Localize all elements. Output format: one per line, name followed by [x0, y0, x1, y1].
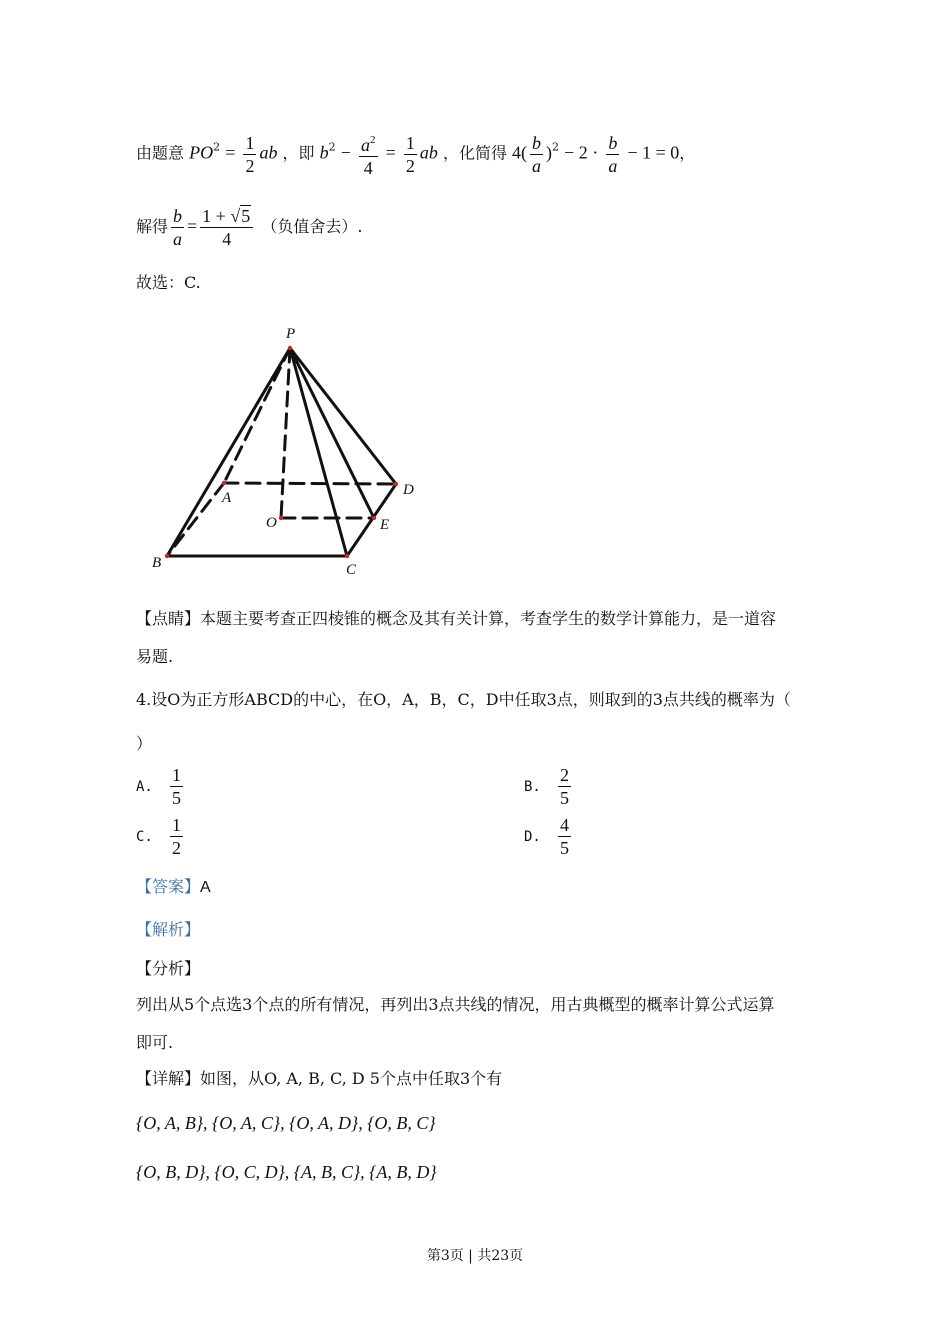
math-ab: ab	[259, 142, 278, 163]
math-rest2: − 1 = 0	[627, 142, 680, 163]
fraction-b-a-3: $\frac{b}{a}$	[173, 206, 183, 249]
math-eq2: =	[385, 142, 396, 163]
comment-line-1	[136, 609, 776, 629]
answer-value: A	[200, 879, 211, 896]
derivation-line-2	[136, 206, 362, 249]
edge-ab	[167, 483, 224, 556]
fraction-result: $\frac{1 + √5}{4}$	[200, 206, 253, 249]
option-d: D. $\frac{4}{5}$	[524, 815, 569, 858]
math-po: PO	[189, 142, 214, 163]
edge-pa	[224, 348, 290, 483]
fenxi-line-2: 即可.	[136, 1033, 174, 1052]
label-o: O	[266, 515, 277, 531]
point-a	[222, 481, 226, 485]
comment-line-2: 易题.	[136, 647, 174, 666]
fenxi-tag: 【分析】	[136, 959, 201, 978]
math-minus: −	[340, 142, 351, 163]
label-d: D	[403, 482, 414, 498]
analysis-tag: 【解析】	[136, 920, 201, 939]
edge-pe	[290, 348, 374, 518]
derivation-line-1	[136, 130, 695, 178]
math-eq: =	[225, 142, 236, 163]
comment-text-1: 本题主要考查正四棱锥的概念及其有关计算，考查学生的数学计算能力，是一道容	[200, 609, 777, 628]
label-p: P	[286, 326, 296, 342]
detail-text: 如图，从O, A, B, C, D 5个点中任取3个有	[200, 1069, 503, 1088]
answer-line	[136, 877, 211, 898]
question-4-line-1: 4.设O为正方形ABCD的中心，在O，A，B，C，D中任取3点，则取到的3点共线的概率为（	[136, 690, 791, 709]
text-suffix: （负值舍去）.	[261, 217, 363, 236]
option-b: B. $\frac{2}{5}$	[524, 765, 569, 808]
option-a: A. $\frac{1}{5}$	[136, 765, 181, 808]
label-a: A	[222, 490, 232, 506]
text-end: ，	[679, 143, 696, 163]
sets-line-2: {O, B, D}, {O, C, D}, {A, B, C}, {A, B, D}	[136, 1162, 437, 1182]
fraction-b-a: $\frac{b}{a}$	[532, 132, 542, 176]
edge-pc	[290, 348, 347, 556]
label-b: B	[152, 555, 162, 571]
math-four: 4(	[512, 142, 528, 163]
edge-pd	[290, 348, 396, 484]
text-prefix: 由题意	[136, 143, 185, 163]
label-c: C	[346, 562, 357, 578]
math-close: )	[546, 142, 553, 163]
fraction-b-a-2: $\frac{b}{a}$	[608, 132, 618, 176]
fraction-half-2: $\frac{1}{2}$	[405, 132, 415, 176]
page-footer: 第3页 | 共23页	[426, 1248, 524, 1264]
math-sup: 2	[213, 140, 221, 154]
math-sup-close: 2	[552, 140, 560, 154]
detail-line	[136, 1069, 502, 1089]
pyramid-figure	[140, 320, 440, 580]
fenxi-line-1: 列出从5个点选3个点的所有情况，再列出3点共线的情况，用古典概型的概率计算公式运算	[136, 995, 775, 1014]
option-c: C. $\frac{1}{2}$	[136, 815, 181, 858]
point-e	[372, 516, 376, 520]
question-4-line-2: ）	[136, 734, 153, 753]
math-ab2: ab	[419, 142, 438, 163]
text-mid1: ，即	[282, 143, 315, 163]
edge-ad	[224, 483, 396, 484]
point-c	[345, 554, 349, 558]
point-b	[165, 554, 169, 558]
math-eq3: =	[187, 216, 198, 236]
point-d	[394, 482, 398, 486]
fraction-a2-4: $\frac{a^2}{4}$	[359, 130, 378, 178]
math-b: b	[319, 142, 329, 163]
fraction-half: $\frac{1}{2}$	[245, 132, 255, 176]
sets-line-1: {O, A, B}, {O, A, C}, {O, A, D}, {O, B, C}	[136, 1113, 436, 1133]
label-e: E	[380, 517, 390, 533]
detail-tag: 【详解】	[136, 1069, 201, 1088]
choice-line: 故选：C.	[136, 273, 201, 292]
math-rest1: − 2 ·	[564, 142, 599, 163]
edge-po	[281, 348, 290, 518]
point-p	[288, 346, 292, 350]
answer-tag: 【答案】	[136, 877, 201, 896]
point-o	[279, 516, 283, 520]
text-mid2: ，化简得	[442, 143, 507, 163]
math-sup-b: 2	[328, 140, 336, 154]
comment-tag: 【点睛】	[136, 609, 201, 628]
text-prefix-2: 解得	[136, 217, 169, 236]
